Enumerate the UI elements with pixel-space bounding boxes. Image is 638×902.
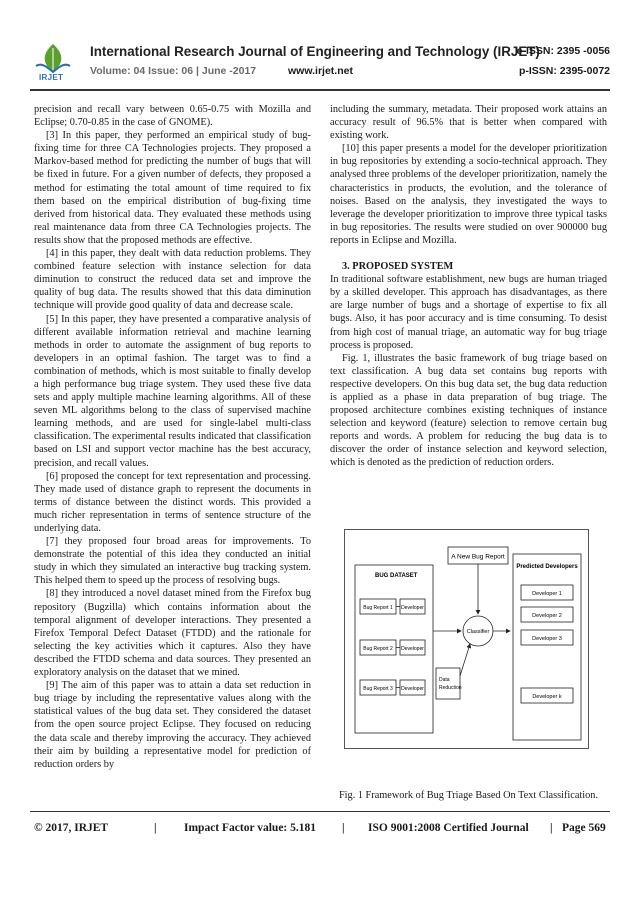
predicted-developer-label: Developer k [532, 694, 562, 700]
developer-label: Developer [401, 686, 424, 692]
data-reduction-label: Data [439, 677, 450, 683]
paragraph: [7] they proposed four broad areas for improvements. To demonstrate the potential of this idea they conducted an initial study in which they simulated an interactive bug tracking system. This helped them to speed up the process of resolving bugs. [34, 536, 311, 587]
bug-report-label: Bug Report 2 [363, 646, 393, 652]
footer-separator: | [550, 822, 553, 834]
paragraph: [4] in this paper, they dealt with data reduction problems. They combined feature selection with instance selection for data diminution to construct the reduced data set and improve the quality of bug data. The results showed that this data diminution technique will provide good quality of data and decrease scale. [34, 248, 311, 312]
predicted-developer-label: Developer 3 [532, 636, 562, 642]
footer-divider [30, 811, 610, 812]
predicted-developer-label: Developer 1 [532, 591, 562, 597]
developer-label: Developer [401, 646, 424, 652]
eissn: e-ISSN: 2395 -0056 [516, 45, 610, 57]
spacer [330, 247, 607, 260]
footer-separator: | [342, 822, 345, 834]
journal-title: International Research Journal of Engineering and Technology (IRJET) [90, 44, 540, 59]
paragraph: [3] In this paper, they performed an empirical study of bug-fixing time for three CA Technologies projects. They proposed a Markov-based method for predicting the number of bugs that will be fixed in future. For a given number of defects, they proposed a method for estimating the total amount of time required to fix them based on the empirical distribution of bug-fixing time derived from historical data. They evaluated these methods using real maintenance data from three CA Technologies projects. The results show that the proposed methods are effective. [34, 130, 311, 246]
iso-certification: ISO 9001:2008 Certified Journal [368, 822, 529, 834]
right-column [330, 103, 607, 470]
logo-text: IRJET [39, 73, 64, 82]
page-number: Page 569 [562, 822, 606, 834]
pissn: p-ISSN: 2395-0072 [518, 65, 610, 77]
left-column [34, 103, 311, 771]
header-divider [30, 89, 610, 91]
bug-report-label: Bug Report 1 [363, 605, 393, 611]
section-heading: 3. PROPOSED SYSTEM [342, 261, 454, 273]
predicted-developers-label: Predicted Developers [516, 564, 578, 570]
classifier-label: Classifier [466, 629, 490, 635]
figure-caption: Fig. 1 Framework of Bug Triage Based On Text Classification. [338, 790, 599, 801]
copyright: © 2017, IRJET [34, 822, 109, 834]
volume-issue: Volume: 04 Issue: 06 | June -2017 [90, 65, 257, 77]
journal-header [30, 42, 610, 84]
new-bug-report-label: A New Bug Report [451, 553, 505, 561]
journal-website-link[interactable]: www.irjet.net [288, 65, 353, 77]
paragraph: including the summary, metadata. Their proposed work attains an accuracy result of 96.5% that is better when compared with existing work. [330, 104, 607, 142]
impact-factor: Impact Factor value: 5.181 [184, 822, 317, 834]
bug-dataset-label: BUG DATASET [375, 573, 418, 579]
paragraph: In traditional software establishment, new bugs are human triaged by a skilled developer. This approach has disadvantages, as there are large number of bugs and a shortage of expertise to fix all bugs. Also, it has poor accuracy and is time consuming. To desist from high cost of manual triage, an automatic way for bug triage process is proposed. [330, 274, 607, 351]
framework-figure [344, 529, 589, 749]
predicted-developers-box [513, 554, 581, 740]
data-reduction-box [436, 668, 460, 699]
developer-label: Developer [401, 605, 424, 611]
paragraph: [8] they introduced a novel dataset mined from the Firefox bug repository (Bugzilla) which contains information about the temporal alignment of developer interactions. They presented a Firefox Temporal Defect Dataset (FTDD) and the rationale for selecting the key activities which it captures. Also they have described the FTDD schema and data sources. They presented an exploratory analysis on the dataset that we mined. [34, 588, 311, 679]
paragraph: [6] proposed the concept for text representation and processing. They made used of distance graph to represent the documents in terms of distance between the distinct words. This provided a much richer representation in terms of sentence structure of the underlying data. [34, 470, 311, 534]
predicted-developer-label: Developer 2 [532, 613, 562, 619]
data-reduction-label: Reduction [439, 685, 462, 691]
paragraph: precision and recall vary between 0.65-0.75 with Mozilla and Eclipse; 0.70-0.85 in the case of GNOME). [34, 104, 311, 129]
footer-separator: | [154, 822, 157, 834]
paragraph: [10] this paper presents a model for the developer prioritization in bug repositories by extending a socio-technical approach. They analysed three problems of the developer prioritization, namely the characteristics in products, the evolution, and the tolerance of noises. Based on the analysis, they investigated the ways to leverage the developer prioritization to improve three typical tasks in bug repositories. The results were studied on over 900000 bug reports in Eclipse and Mozilla. [330, 143, 607, 246]
paragraph: [9] The aim of this paper was to attain a data set reduction in bug triage by including the representative values along with the statistical values of the bug data set. They considered the dataset from the open source project Eclipse. They focused on reducing the data scale and thereby improving the accuracy. They achieved their aim by building a representative model for prediction of reduction orders by [34, 680, 311, 770]
bug-report-label: Bug Report 3 [363, 686, 393, 692]
paragraph: [5] In this paper, they have presented a comparative analysis of different available information retrieval and machine learning methods in order to automate the assignment of bug reports to developers in an optimal fashion. The target was to find a combination of methods, which is most suitable to finally develop a high performance bug triage system. They used these five data sets and apply multiple machine learning algorithms. All of these seven ML algorithms belong to the class of supervised machine learning methods, and are used for single-label multi-class classification. The experimental results indicated that classification based on LSI and support vector machine has the best accuracy, precision, and recall values. [34, 313, 311, 469]
paragraph: Fig. 1, illustrates the basic framework of bug triage based on text classification. A bug data set contains bug reports with respective developers. On this bug data set, the bug data reduction is applied as a phase in data preparation of bug triage. The proposed architecture combines existing techniques of instance selection and keyword (feature) selection to remove certain bug reports and words. A problem for reducing the bug data is to discover the order of instance selection and keyword selection, which is denoted as the prediction of reduction orders. [330, 352, 607, 469]
